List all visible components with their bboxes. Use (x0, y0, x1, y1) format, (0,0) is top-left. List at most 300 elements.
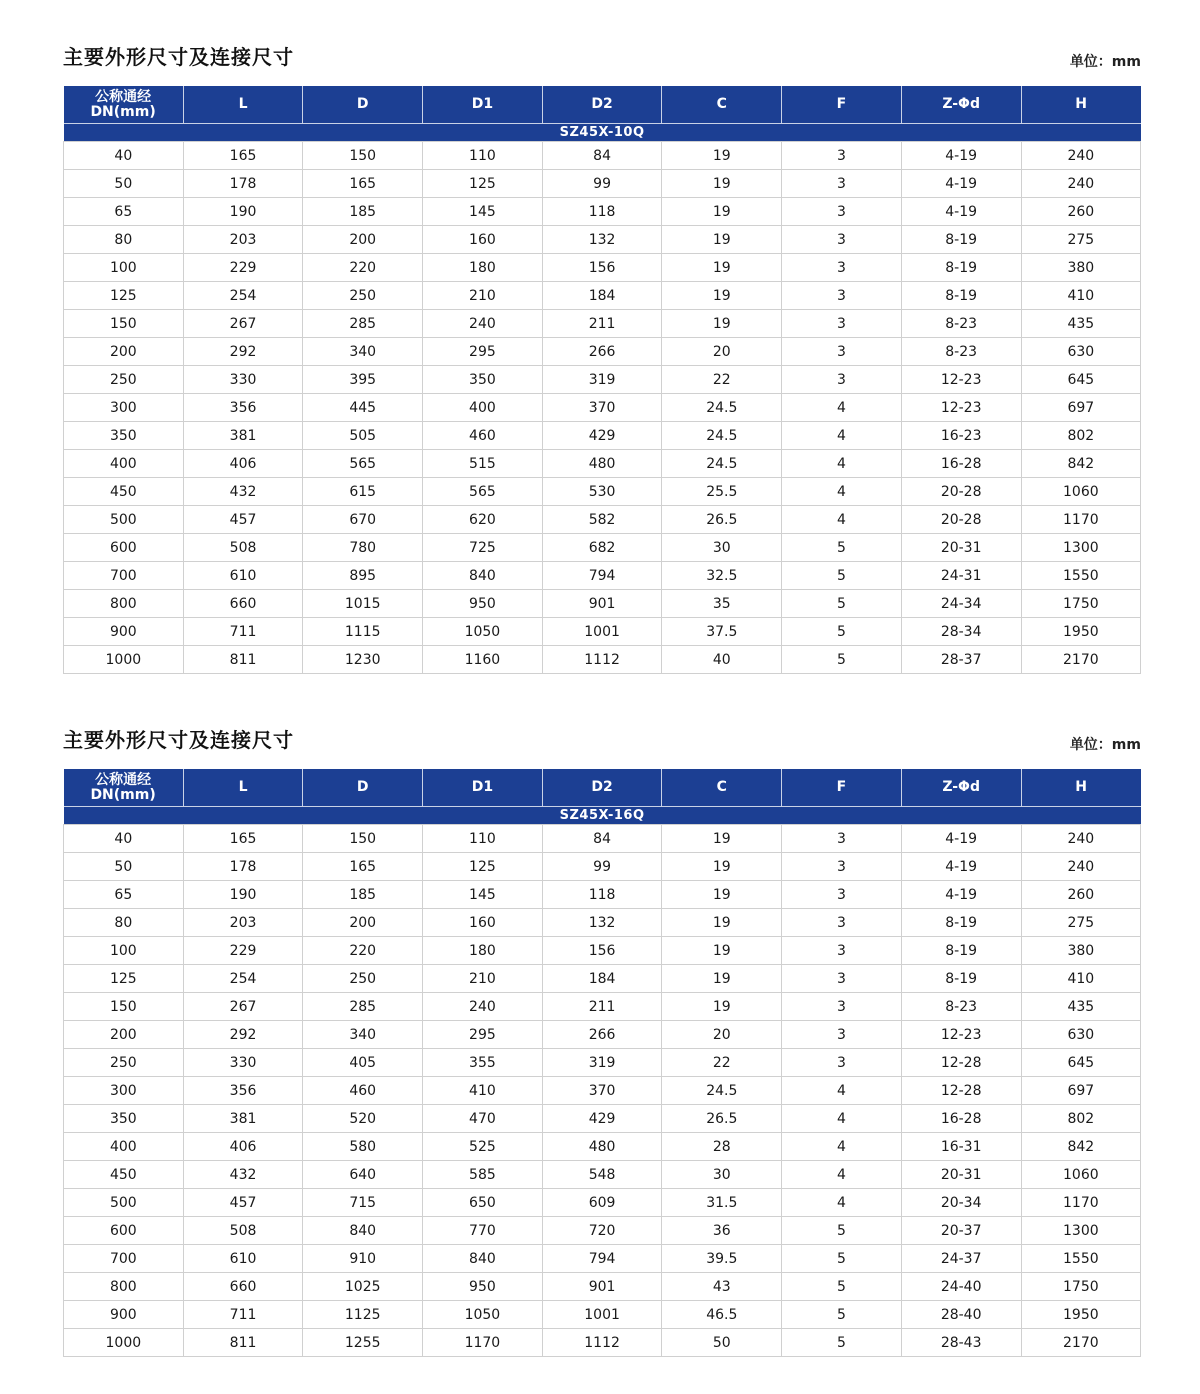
table-cell: 450 (64, 1161, 184, 1189)
table-cell: 1060 (1021, 478, 1141, 506)
table-cell: 229 (183, 937, 303, 965)
table-cell: 30 (662, 534, 782, 562)
table-row (64, 646, 1141, 674)
table-cell: 520 (303, 1105, 423, 1133)
table-cell: 1001 (542, 618, 662, 646)
table-cell: 20-37 (901, 1217, 1021, 1245)
table-cell: 19 (662, 881, 782, 909)
table-cell: 8-19 (901, 937, 1021, 965)
table-cell: 8-23 (901, 993, 1021, 1021)
table-row (64, 142, 1141, 170)
table-cell: 565 (423, 478, 543, 506)
table-cell: 16-23 (901, 422, 1021, 450)
table-cell: 250 (303, 965, 423, 993)
table-cell: 210 (423, 282, 543, 310)
table-cell: 99 (542, 853, 662, 881)
table-cell: 20 (662, 1021, 782, 1049)
table-cell: 19 (662, 909, 782, 937)
table-cell: 1112 (542, 646, 662, 674)
table-cell: 180 (423, 254, 543, 282)
table-cell: 19 (662, 965, 782, 993)
table-row (64, 909, 1141, 937)
table-cell: 292 (183, 338, 303, 366)
table-row (64, 226, 1141, 254)
table-cell: 250 (303, 282, 423, 310)
table-cell: 4-19 (901, 825, 1021, 853)
table-cell: 229 (183, 254, 303, 282)
table-cell: 1750 (1021, 1273, 1141, 1301)
table-cell: 1025 (303, 1273, 423, 1301)
table-row (64, 881, 1141, 909)
table-cell: 200 (303, 909, 423, 937)
table-cell: 20-34 (901, 1189, 1021, 1217)
table-cell: 410 (1021, 965, 1141, 993)
table-row (64, 993, 1141, 1021)
table-cell: 46.5 (662, 1301, 782, 1329)
dimension-table (63, 769, 1141, 1357)
table-cell: 381 (183, 422, 303, 450)
table-cell: 600 (64, 534, 184, 562)
table-cell: 32.5 (662, 562, 782, 590)
table-cell: 615 (303, 478, 423, 506)
column-header: C (662, 86, 782, 124)
table-cell: 515 (423, 450, 543, 478)
table-cell: 20-28 (901, 506, 1021, 534)
table-row (64, 618, 1141, 646)
table-cell: 292 (183, 1021, 303, 1049)
table-cell: 4 (782, 450, 902, 478)
section-title: 主要外形尺寸及连接尺寸 (63, 728, 294, 752)
table-cell: 380 (1021, 254, 1141, 282)
table-cell: 400 (64, 450, 184, 478)
table-cell: 700 (64, 1245, 184, 1273)
table-cell: 266 (542, 1021, 662, 1049)
table-cell: 5 (782, 534, 902, 562)
table-row (64, 1301, 1141, 1329)
table-cell: 600 (64, 1217, 184, 1245)
table-cell: 3 (782, 282, 902, 310)
table-cell: 319 (542, 366, 662, 394)
table-cell: 8-23 (901, 310, 1021, 338)
table-cell: 4 (782, 1105, 902, 1133)
table-cell: 184 (542, 965, 662, 993)
table-cell: 22 (662, 366, 782, 394)
table-cell: 36 (662, 1217, 782, 1245)
table-cell: 4-19 (901, 198, 1021, 226)
table-cell: 220 (303, 254, 423, 282)
table-cell: 842 (1021, 450, 1141, 478)
table-cell: 19 (662, 825, 782, 853)
table-cell: 800 (64, 1273, 184, 1301)
table-cell: 1000 (64, 1329, 184, 1357)
table-cell: 125 (64, 965, 184, 993)
table-cell: 395 (303, 366, 423, 394)
column-header: F (782, 86, 902, 124)
table-cell: 12-28 (901, 1077, 1021, 1105)
table-cell: 24.5 (662, 450, 782, 478)
table-cell: 8-19 (901, 226, 1021, 254)
table-cell: 211 (542, 310, 662, 338)
table-cell: 610 (183, 562, 303, 590)
table-cell: 275 (1021, 226, 1141, 254)
table-cell: 165 (183, 142, 303, 170)
table-cell: 19 (662, 853, 782, 881)
table-cell: 5 (782, 1217, 902, 1245)
table-cell: 3 (782, 254, 902, 282)
column-header (64, 86, 184, 124)
table-cell: 505 (303, 422, 423, 450)
table-cell: 630 (1021, 338, 1141, 366)
table-cell: 132 (542, 226, 662, 254)
column-header: C (662, 769, 782, 807)
table-row (64, 853, 1141, 881)
table-cell: 650 (423, 1189, 543, 1217)
table-row (64, 310, 1141, 338)
table-row (64, 198, 1141, 226)
table-cell: 190 (183, 198, 303, 226)
table-cell: 3 (782, 1021, 902, 1049)
table-cell: 508 (183, 1217, 303, 1245)
table-cell: 145 (423, 198, 543, 226)
table-cell: 28-40 (901, 1301, 1021, 1329)
table-cell: 350 (64, 1105, 184, 1133)
table-cell: 610 (183, 1245, 303, 1273)
table-cell: 12-28 (901, 1049, 1021, 1077)
table-cell: 19 (662, 198, 782, 226)
table-cell: 4 (782, 478, 902, 506)
table-row (64, 937, 1141, 965)
table-cell: 711 (183, 618, 303, 646)
header-row (64, 769, 1141, 807)
table-row (64, 1021, 1141, 1049)
table-cell: 715 (303, 1189, 423, 1217)
table-cell: 200 (303, 226, 423, 254)
table-cell: 16-31 (901, 1133, 1021, 1161)
table-cell: 1230 (303, 646, 423, 674)
table-cell: 5 (782, 1329, 902, 1357)
table-cell: 40 (64, 825, 184, 853)
table-cell: 429 (542, 1105, 662, 1133)
table-cell: 406 (183, 450, 303, 478)
table-cell: 110 (423, 142, 543, 170)
table-cell: 1125 (303, 1301, 423, 1329)
column-header-line: DN(mm) (90, 786, 156, 803)
table-cell: 12-23 (901, 366, 1021, 394)
table-cell: 65 (64, 198, 184, 226)
table-cell: 240 (1021, 170, 1141, 198)
column-header: D1 (423, 86, 543, 124)
table-cell: 8-23 (901, 338, 1021, 366)
table-cell: 125 (64, 282, 184, 310)
column-header-line: 公称通经 (95, 771, 152, 788)
table-row (64, 422, 1141, 450)
table-cell: 811 (183, 1329, 303, 1357)
table-row (64, 1189, 1141, 1217)
table-cell: 295 (423, 1021, 543, 1049)
table-cell: 811 (183, 646, 303, 674)
table-cell: 580 (303, 1133, 423, 1161)
table-cell: 400 (64, 1133, 184, 1161)
header-row (64, 86, 1141, 124)
table-cell: 50 (64, 853, 184, 881)
model-label: SZ45X-10Q (64, 124, 1141, 142)
table-cell: 240 (1021, 853, 1141, 881)
table-cell: 150 (64, 993, 184, 1021)
table-row (64, 1217, 1141, 1245)
table-cell: 145 (423, 881, 543, 909)
table-cell: 250 (64, 366, 184, 394)
table-cell: 410 (423, 1077, 543, 1105)
table-cell: 770 (423, 1217, 543, 1245)
section-title: 主要外形尺寸及连接尺寸 (63, 45, 294, 69)
table-cell: 3 (782, 226, 902, 254)
table-cell: 460 (303, 1077, 423, 1105)
column-header: D1 (423, 769, 543, 807)
table-cell: 2170 (1021, 1329, 1141, 1357)
table-cell: 400 (423, 394, 543, 422)
table-cell: 1115 (303, 618, 423, 646)
table-cell: 720 (542, 1217, 662, 1245)
table-cell: 457 (183, 1189, 303, 1217)
table-cell: 645 (1021, 366, 1141, 394)
table-cell: 3 (782, 937, 902, 965)
table-cell: 125 (423, 853, 543, 881)
table-cell: 8-19 (901, 965, 1021, 993)
table-cell: 165 (303, 853, 423, 881)
table-cell: 125 (423, 170, 543, 198)
table-cell: 35 (662, 590, 782, 618)
table-cell: 220 (303, 937, 423, 965)
table-cell: 19 (662, 993, 782, 1021)
table-cell: 4 (782, 1133, 902, 1161)
table-cell: 355 (423, 1049, 543, 1077)
table-cell: 530 (542, 478, 662, 506)
table-cell: 1160 (423, 646, 543, 674)
table-cell: 480 (542, 450, 662, 478)
unit-label: 单位：mm (1069, 54, 1141, 70)
table-cell: 900 (64, 618, 184, 646)
table-cell: 267 (183, 993, 303, 1021)
table-cell: 3 (782, 1049, 902, 1077)
table-cell: 480 (542, 1133, 662, 1161)
table-cell: 43 (662, 1273, 782, 1301)
table-row (64, 1245, 1141, 1273)
model-label: SZ45X-16Q (64, 807, 1141, 825)
table-cell: 4-19 (901, 881, 1021, 909)
table-row (64, 1329, 1141, 1357)
table-cell: 250 (64, 1049, 184, 1077)
table-cell: 31.5 (662, 1189, 782, 1217)
table-body (64, 142, 1141, 674)
table-cell: 84 (542, 142, 662, 170)
table-cell: 405 (303, 1049, 423, 1077)
table-cell: 200 (64, 338, 184, 366)
column-header: Z-Φd (901, 769, 1021, 807)
table-cell: 330 (183, 1049, 303, 1077)
table-cell: 1255 (303, 1329, 423, 1357)
table-cell: 1170 (423, 1329, 543, 1357)
table-cell: 5 (782, 1273, 902, 1301)
table-cell: 5 (782, 618, 902, 646)
table-cell: 901 (542, 1273, 662, 1301)
table-cell: 240 (1021, 142, 1141, 170)
table-cell: 682 (542, 534, 662, 562)
table-cell: 185 (303, 198, 423, 226)
table-cell: 330 (183, 366, 303, 394)
table-cell: 4 (782, 394, 902, 422)
table-row (64, 366, 1141, 394)
table-cell: 350 (423, 366, 543, 394)
column-header: H (1021, 769, 1141, 807)
table-cell: 37.5 (662, 618, 782, 646)
table-cell: 40 (64, 142, 184, 170)
table-cell: 165 (303, 170, 423, 198)
column-header: D (303, 769, 423, 807)
table-cell: 950 (423, 1273, 543, 1301)
table-cell: 3 (782, 366, 902, 394)
table-cell: 1050 (423, 1301, 543, 1329)
table-cell: 508 (183, 534, 303, 562)
table-cell: 19 (662, 937, 782, 965)
table-cell: 267 (183, 310, 303, 338)
table-cell: 200 (64, 1021, 184, 1049)
table-cell: 630 (1021, 1021, 1141, 1049)
table-cell: 356 (183, 1077, 303, 1105)
table-cell: 370 (542, 394, 662, 422)
table-cell: 24-34 (901, 590, 1021, 618)
table-cell: 150 (303, 142, 423, 170)
column-header: H (1021, 86, 1141, 124)
table-cell: 28-37 (901, 646, 1021, 674)
table-cell: 700 (64, 562, 184, 590)
column-header: F (782, 769, 902, 807)
table-cell: 794 (542, 562, 662, 590)
table-cell: 340 (303, 1021, 423, 1049)
table-row (64, 450, 1141, 478)
table-row (64, 1273, 1141, 1301)
table-cell: 160 (423, 909, 543, 937)
table-cell: 210 (423, 965, 543, 993)
table-cell: 2170 (1021, 646, 1141, 674)
column-header: Z-Φd (901, 86, 1021, 124)
table-row (64, 1049, 1141, 1077)
table-cell: 1000 (64, 646, 184, 674)
table-cell: 660 (183, 1273, 303, 1301)
table-cell: 300 (64, 394, 184, 422)
table-cell: 565 (303, 450, 423, 478)
table-cell: 4-19 (901, 170, 1021, 198)
table-cell: 240 (423, 310, 543, 338)
table-cell: 1170 (1021, 1189, 1141, 1217)
table-body (64, 825, 1141, 1357)
table-cell: 8-19 (901, 909, 1021, 937)
table-cell: 670 (303, 506, 423, 534)
table-cell: 19 (662, 226, 782, 254)
table-cell: 240 (423, 993, 543, 1021)
table-cell: 1300 (1021, 534, 1141, 562)
table-cell: 800 (64, 590, 184, 618)
table-cell: 156 (542, 254, 662, 282)
table-cell: 410 (1021, 282, 1141, 310)
table-cell: 3 (782, 142, 902, 170)
table-cell: 435 (1021, 310, 1141, 338)
table-row (64, 506, 1141, 534)
table-cell: 203 (183, 226, 303, 254)
table-cell: 697 (1021, 1077, 1141, 1105)
table-cell: 20-31 (901, 534, 1021, 562)
table-cell: 26.5 (662, 1105, 782, 1133)
column-header-line: DN(mm) (90, 103, 156, 120)
table-cell: 50 (662, 1329, 782, 1357)
table-cell: 295 (423, 338, 543, 366)
table-cell: 3 (782, 881, 902, 909)
table-cell: 381 (183, 1105, 303, 1133)
table-cell: 203 (183, 909, 303, 937)
table-cell: 156 (542, 937, 662, 965)
table-cell: 1300 (1021, 1217, 1141, 1245)
table-cell: 457 (183, 506, 303, 534)
table-cell: 80 (64, 909, 184, 937)
column-header (64, 769, 184, 807)
table-cell: 609 (542, 1189, 662, 1217)
table-cell: 840 (423, 1245, 543, 1273)
table-cell: 901 (542, 590, 662, 618)
table-cell: 582 (542, 506, 662, 534)
table-cell: 1550 (1021, 1245, 1141, 1273)
table-cell: 950 (423, 590, 543, 618)
table-cell: 19 (662, 254, 782, 282)
column-header: L (183, 769, 303, 807)
table-cell: 24.5 (662, 422, 782, 450)
table-cell: 4 (782, 1189, 902, 1217)
table-cell: 470 (423, 1105, 543, 1133)
table-cell: 3 (782, 338, 902, 366)
table-cell: 910 (303, 1245, 423, 1273)
table-cell: 900 (64, 1301, 184, 1329)
table-cell: 1001 (542, 1301, 662, 1329)
table-cell: 840 (423, 562, 543, 590)
table-cell: 19 (662, 142, 782, 170)
table-cell: 8-19 (901, 254, 1021, 282)
table-cell: 5 (782, 1245, 902, 1273)
table-cell: 40 (662, 646, 782, 674)
table-cell: 4-19 (901, 142, 1021, 170)
table-row (64, 282, 1141, 310)
table-cell: 3 (782, 965, 902, 993)
table-row (64, 825, 1141, 853)
table-cell: 3 (782, 909, 902, 937)
table-cell: 30 (662, 1161, 782, 1189)
table-cell: 794 (542, 1245, 662, 1273)
table-cell: 160 (423, 226, 543, 254)
table-cell: 3 (782, 825, 902, 853)
table-cell: 711 (183, 1301, 303, 1329)
table-cell: 1060 (1021, 1161, 1141, 1189)
table-cell: 20-31 (901, 1161, 1021, 1189)
column-header-line: 公称通经 (95, 88, 152, 105)
table-cell: 84 (542, 825, 662, 853)
table-row (64, 478, 1141, 506)
table-cell: 3 (782, 198, 902, 226)
table-cell: 780 (303, 534, 423, 562)
table-cell: 266 (542, 338, 662, 366)
table-cell: 275 (1021, 909, 1141, 937)
table-cell: 8-19 (901, 282, 1021, 310)
table-cell: 5 (782, 646, 902, 674)
table-row (64, 338, 1141, 366)
table-cell: 165 (183, 825, 303, 853)
table-cell: 697 (1021, 394, 1141, 422)
